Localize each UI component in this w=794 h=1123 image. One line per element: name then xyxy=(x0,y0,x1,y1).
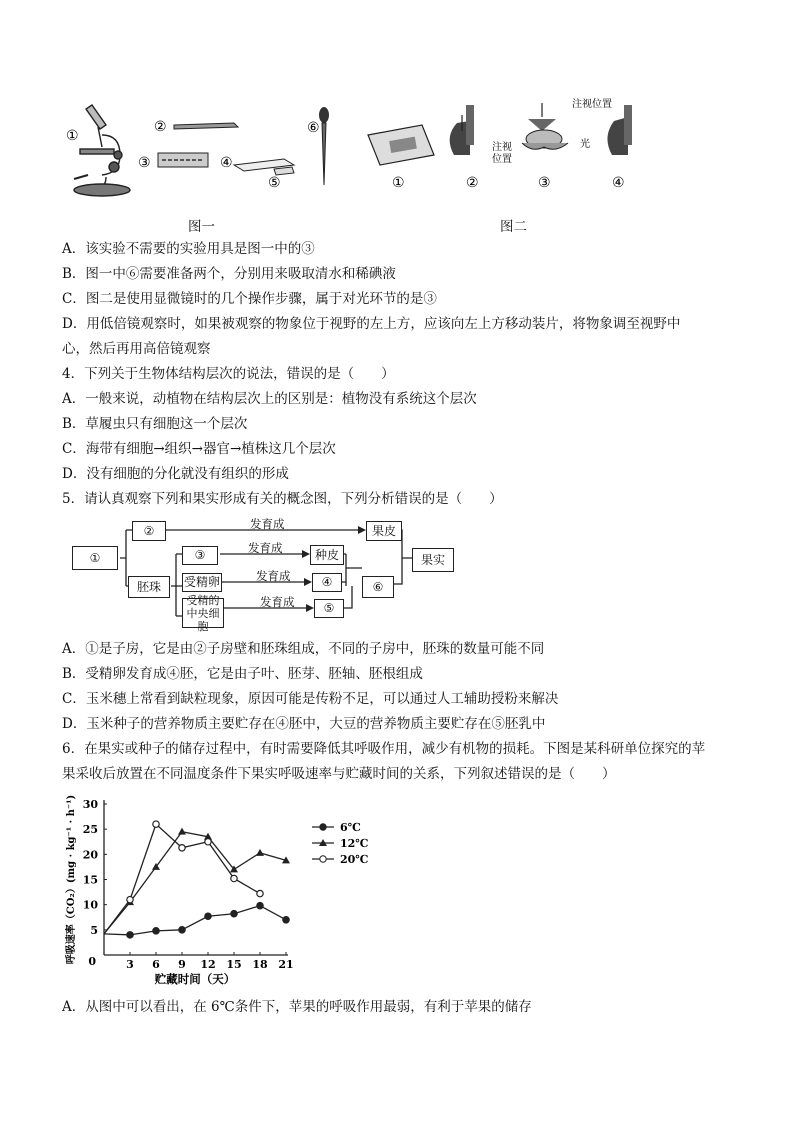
fig1-label-6: ⑥ xyxy=(307,120,320,136)
point-series1 xyxy=(283,917,289,923)
fig2-note-3: 光 xyxy=(580,139,590,150)
q4-option-b: B．草履虫只有细胞这一个层次 xyxy=(62,416,248,432)
q5-option-b: B．受精卵发育成④胚，它是由子叶、胚芽、胚轴、胚根组成 xyxy=(62,666,423,682)
legend-label-3: 20℃ xyxy=(340,853,369,866)
point-series1 xyxy=(153,928,159,934)
fig2-caption: 图二 xyxy=(500,219,527,235)
legend-marker-1 xyxy=(320,824,326,830)
q4-option-d: D．没有细胞的分化就没有组织的形成 xyxy=(62,466,289,482)
x-tick-label: 9 xyxy=(178,958,186,971)
x-axis-label: 贮藏时间（天） xyxy=(154,972,236,986)
razor-drawing xyxy=(158,153,208,167)
node-peel: 果皮 xyxy=(366,521,402,541)
respiration-chart xyxy=(62,790,392,990)
central-cell-line1: 受精的 xyxy=(186,593,220,607)
eyepiece-observe-drawing xyxy=(607,105,632,155)
node-central-cell xyxy=(182,593,224,633)
point-series3 xyxy=(179,845,185,851)
node-4: ④ xyxy=(312,573,342,592)
x-tick-label: 6 xyxy=(152,958,160,971)
node-zygote: 受精卵 xyxy=(182,573,222,592)
microscope-drawing xyxy=(74,105,130,196)
y-axis-label: 呼吸速率（CO₂）(mg · kg⁻¹ · h⁻¹) xyxy=(66,794,77,965)
y-tick-label: 25 xyxy=(82,823,98,837)
edge-label-peel: 发育成 xyxy=(250,517,285,531)
fig2-label-3: ③ xyxy=(538,175,551,191)
node-1: ① xyxy=(72,546,118,570)
tweezers-drawing xyxy=(174,123,238,129)
legend-marker-3 xyxy=(320,856,326,862)
node-2: ② xyxy=(132,521,166,541)
edge-label-embryo: 发育成 xyxy=(256,569,291,583)
y-tick-label: 5 xyxy=(90,923,98,937)
fig1-caption: 图一 xyxy=(188,219,215,235)
q6-stem-2: 果采收后放置在不同温度条件下果实呼吸速率与贮藏时间的关系，下列叙述错误的是（ ） xyxy=(62,766,616,782)
q5-option-a: A．①是子房，它是由②子房壁和胚珠组成，不同的子房中，胚珠的数量可能不同 xyxy=(62,641,545,657)
fig2-note-1b: 位置 xyxy=(492,154,512,165)
x-tick-label: 18 xyxy=(252,958,268,971)
point-series3 xyxy=(205,839,211,845)
series-line-2 xyxy=(104,832,286,934)
q5-stem: 5．请认真观察下列和果实形成有关的概念图，下列分析错误的是（ ） xyxy=(62,491,503,507)
q4-option-c: C．海带有细胞→组织→器官→植株这几个层次 xyxy=(62,441,336,457)
q3-option-d: D．用低倍镜观察时，如果被观察的物象位于视野的左上方，应该向左上方移动装片，将物象调至视野中 xyxy=(62,316,681,332)
fig2-note-1: 注视 xyxy=(492,142,512,153)
dropper-drawing xyxy=(319,107,329,185)
slide-drawing xyxy=(234,159,294,175)
y-tick-label: 10 xyxy=(82,898,98,912)
y-tick-label: 20 xyxy=(82,848,98,862)
node-3: ③ xyxy=(182,546,218,565)
node-seedcoat: 种皮 xyxy=(310,545,344,565)
fig1-label-1: ① xyxy=(66,128,79,144)
legend-label-2: 12℃ xyxy=(340,837,369,850)
q4-stem: 4．下列关于生物体结构层次的说法，错误的是（ ） xyxy=(62,366,395,382)
fig2-label-1: ① xyxy=(392,175,405,191)
fig1-label-2: ② xyxy=(154,119,167,135)
y-tick-label: 15 xyxy=(82,873,98,887)
point-series1 xyxy=(231,911,237,917)
lowering-tube-drawing xyxy=(450,105,474,155)
fig1-label-5: ⑤ xyxy=(268,175,281,191)
y-tick-label: 30 xyxy=(82,798,98,811)
q6-stem-1: 6．在果实或种子的储存过程中，有时需要降低其呼吸作用，减少有机物的损耗。下图是某科研单位探究的苹 xyxy=(62,741,706,757)
q3-option-d-cont: 心，然后再用高倍镜观察 xyxy=(62,341,211,357)
node-5: ⑤ xyxy=(314,599,344,618)
point-series2 xyxy=(178,828,186,835)
node-6: ⑥ xyxy=(362,576,394,598)
figure-one xyxy=(62,95,352,205)
fig1-label-4: ④ xyxy=(220,155,233,171)
stage-drawing xyxy=(368,125,434,165)
figure-two xyxy=(362,95,642,205)
x-tick-label: 3 xyxy=(126,958,134,971)
point-series1 xyxy=(205,913,211,919)
fig2-label-4: ④ xyxy=(612,175,625,191)
point-series2 xyxy=(256,849,264,856)
x-tick-label: 12 xyxy=(200,958,216,971)
node-fruit: 果实 xyxy=(412,548,454,572)
point-series3 xyxy=(127,896,133,902)
fig1-label-3: ③ xyxy=(138,155,151,171)
edge-label-seedcoat: 发育成 xyxy=(248,541,283,555)
q3-option-a: A．该实验不需要的实验用具是图一中的③ xyxy=(62,241,315,257)
q4-option-a: A．一般来说，动植物在结构层次上的区别是：植物没有系统这个层次 xyxy=(62,391,477,407)
central-cell-line2: 中央细胞 xyxy=(186,606,220,633)
point-series1 xyxy=(257,902,263,908)
point-series1 xyxy=(179,927,185,933)
fig2-label-2: ② xyxy=(466,175,479,191)
origin-label: 0 xyxy=(88,955,96,968)
point-series3 xyxy=(231,875,237,881)
edge-label-endosperm: 发育成 xyxy=(260,595,295,609)
q5-option-c: C．玉米穗上常看到缺粒现象，原因可能是传粉不足，可以通过人工辅助授粉来解决 xyxy=(62,691,559,707)
legend-label-1: 6℃ xyxy=(340,821,361,834)
point-series3 xyxy=(153,821,159,827)
q3-option-c: C．图二是使用显微镜时的几个操作步骤，属于对光环节的是③ xyxy=(62,291,437,307)
node-ovule: 胚珠 xyxy=(128,576,170,598)
q6-option-a: A．从图中可以看出，在 6℃条件下，苹果的呼吸作用最弱，有利于苹果的储存 xyxy=(62,999,532,1015)
point-series1 xyxy=(127,932,133,938)
x-tick-label: 21 xyxy=(278,958,294,971)
q3-option-b: B．图一中⑥需要准备两个，分别用来吸取清水和稀碘液 xyxy=(62,266,396,282)
series-line-1 xyxy=(104,906,286,935)
q5-option-d: D．玉米种子的营养物质主要贮存在④胚中，大豆的营养物质主要贮存在⑤胚乳中 xyxy=(62,716,546,732)
focusing-light-drawing xyxy=(522,103,568,149)
fig2-note-2: 注视位置 xyxy=(572,99,612,110)
point-series3 xyxy=(257,890,263,896)
concept-map xyxy=(70,517,470,633)
x-tick-label: 15 xyxy=(226,958,242,971)
